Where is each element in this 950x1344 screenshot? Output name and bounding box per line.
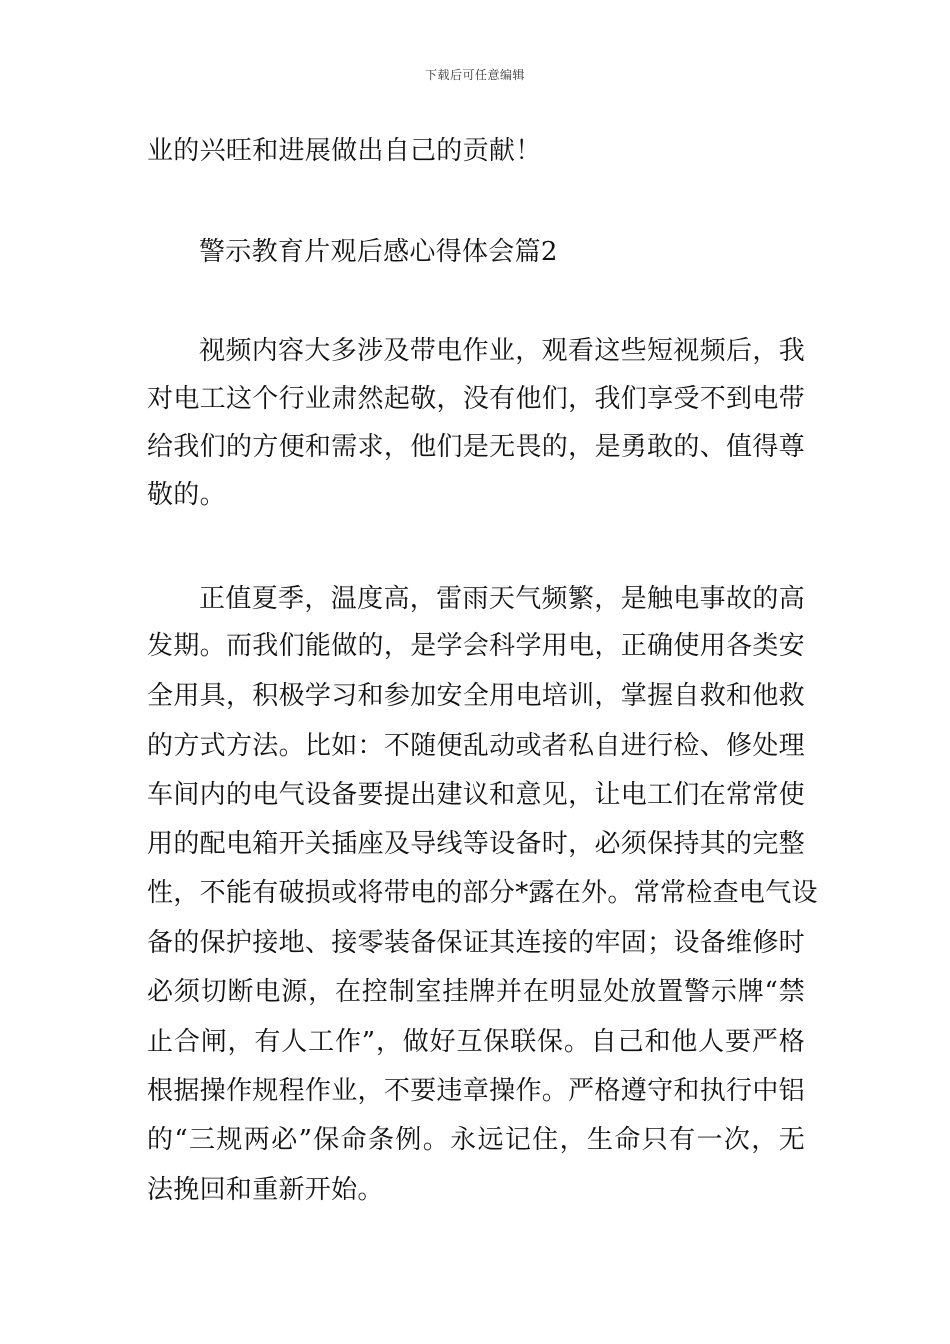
paragraph-2-line: 的“三规两必”保命条例。永远记住，生命只有一次，无 xyxy=(147,1125,805,1155)
paragraph-1-line: 敬的。 xyxy=(147,480,226,510)
paragraph-2-line: 用的配电箱开关插座及导线等设备时，必须保持其的完整 xyxy=(147,829,805,859)
paragraph-2-line: 备的保护接地、接零装备保证其连接的牢固；设备维修时 xyxy=(147,928,805,958)
paragraph-1-line: 对电工这个行业肃然起敬，没有他们，我们享受不到电带 xyxy=(147,384,805,414)
paragraph-2-line: 性，不能有破损或将带电的部分*露在外。常常检查电气设 xyxy=(147,878,818,908)
page-header: 下载后可任意编辑 xyxy=(424,68,525,82)
paragraph-2-line: 止合闸，有人工作”，做好互保联保。自己和他人要严格 xyxy=(147,1027,805,1057)
paragraph-2-line: 发期。而我们能做的，是学会科学用电，正确使用各类安 xyxy=(147,631,805,661)
paragraph-2-line: 车间内的电气设备要提出建议和意见，让电工们在常常使 xyxy=(147,780,805,810)
paragraph-2-line: 必须切断电源，在控制室挂牌并在明显处放置警示牌“禁 xyxy=(147,977,805,1007)
paragraph-2-line: 全用具，积极学习和参加安全用电培训，掌握自救和他救 xyxy=(147,681,805,711)
paragraph-2-line: 法挽回和重新开始。 xyxy=(147,1175,384,1205)
paragraph-1-line: 给我们的方便和需求，他们是无畏的，是勇敢的、值得尊 xyxy=(147,432,805,462)
paragraph-2-line: 正值夏季，温度高，雷雨天气频繁，是触电事故的高 xyxy=(199,584,805,614)
paragraph-1-line: 视频内容大多涉及带电作业，观看这些短视频后，我 xyxy=(199,336,805,366)
paragraph-2-line: 根据操作规程作业，不要违章操作。严格遵守和执行中铝 xyxy=(147,1076,805,1106)
previous-paragraph-tail: 业的兴旺和进展做出自己的贡献！ xyxy=(147,136,542,166)
paragraph-2-line: 的方式方法。比如：不随便乱动或者私自进行检、修处理 xyxy=(147,731,805,761)
section-title: 警示教育片观后感心得体会篇2 xyxy=(199,237,558,267)
